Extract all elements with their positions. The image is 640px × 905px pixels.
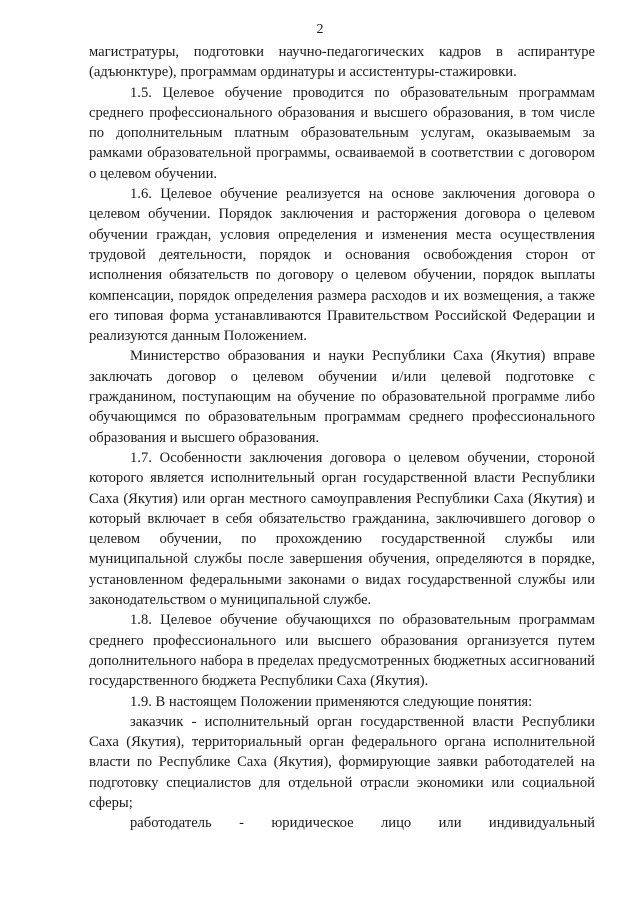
page-number: 2	[316, 22, 324, 37]
definition-customer: заказчик - исполнительный орган государственной власти Республики Саха (Якутия), территориальный орган федерального органа исполнительной власти по Республике Саха (Якутия), формирующие заявки работодателей на подготовку специалистов для отдельной отрасли экономики или социальной сферы;	[89, 713, 595, 811]
document-body	[89, 42, 595, 834]
paragraph-1-7: 1.7. Особенности заключения договора о целевом обучении, стороной которого является исполнительный орган государственной власти Республики Саха (Якутия) или орган местного самоуправления Республики Саха (Якутия) и который включает в себя обязательство гражданина, заключившего договор о целевом обучении, по прохождению государственной службы или муниципальной службы после завершения обучения, определяются в порядке, установленном федеральными законами о видах государственной службы или законодательством о муниципальной службе.	[89, 449, 595, 609]
paragraph-1-5: 1.5. Целевое обучение проводится по образовательным программам среднего профессионального образования и высшего образования, в том числе по дополнительным платным образовательным услугам, оказываемым за рамками образовательной программы, осваиваемой в соответствии с договором о целевом обучении.	[89, 84, 595, 182]
definition-employer: работодатель - юридическое лицо или индивидуальный	[130, 815, 595, 832]
paragraph-1-8: 1.8. Целевое обучение обучающихся по образовательным программам среднего профессионального или высшего образования организуется путем дополнительного набора в пределах предусмотренных бюджетных ассигнований государственного бюджета Республики Саха (Якутия).	[89, 612, 595, 690]
paragraph-1-6: 1.6. Целевое обучение реализуется на основе заключения договора о целевом обучении. Порядок заключения и расторжения договора о целевом обучении граждан, условия определения и изменения места осуществления трудовой деятельности, порядок и основания освобождения сторон от исполнения обязательств по договору о целевом обучении, порядок выплаты компенсации, порядок определения размера расходов и их возмещения, а также его типовая форма устанавливаются Правительством Российской Федерации и реализуются данным Положением.	[89, 186, 595, 345]
paragraph-continuation: магистратуры, подготовки научно-педагогических кадров в аспирантуре (адъюнктуре), программам ординатуры и ассистентуры-стажировки.	[89, 44, 595, 81]
paragraph-ministry: Министерство образования и науки Республики Саха (Якутия) вправе заключать договор о целевом обучении и/или целевой подготовке с гражданином, поступающим на обучение по образовательной программе либо обучающимся по образовательным программам среднего профессионального образования и высшего образования.	[89, 348, 595, 446]
paragraph-1-9: 1.9. В настоящем Положении применяются следующие понятия:	[130, 693, 533, 710]
